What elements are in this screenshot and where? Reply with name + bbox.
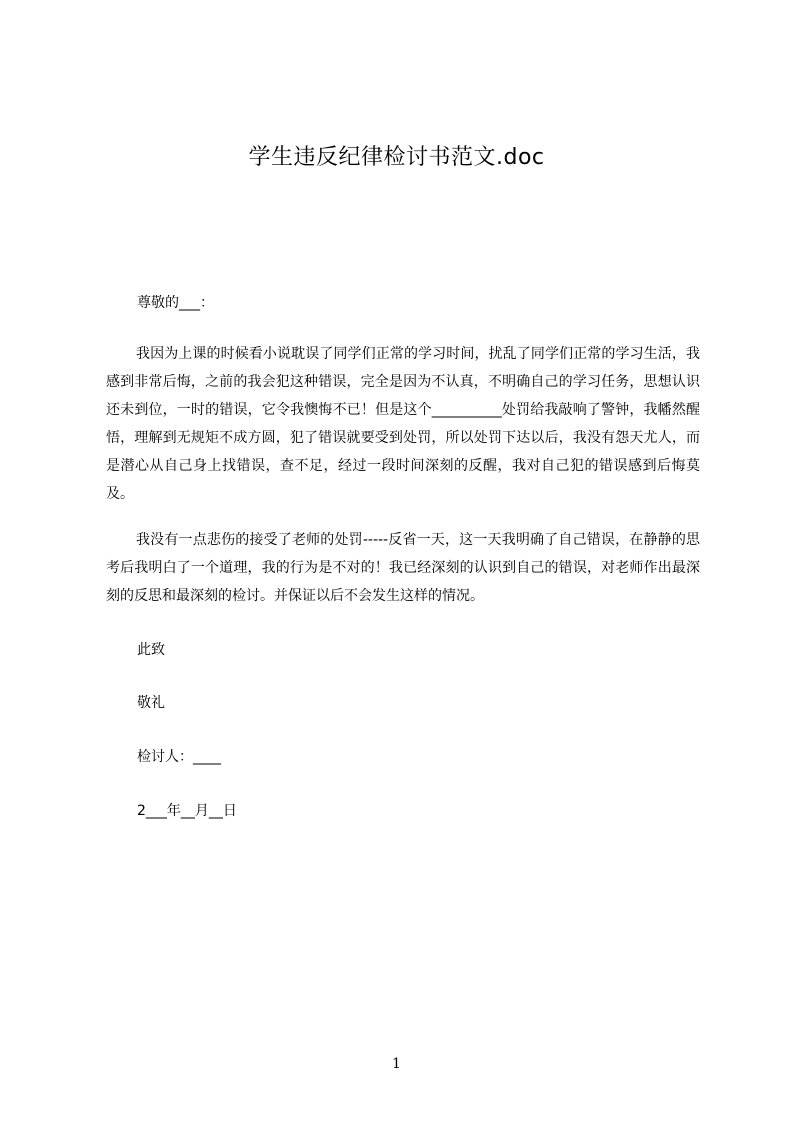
body-paragraph-2: 我没有一点悲伤的接受了老师的处罚-----反省一天，这一天我明确了自己错误，在静静的思考后我明白了一个道理，我的行为是不对的！我已经深刻的认识到自己的错误，对老师作出最深刻的反思和最深刻的检讨。并保证以后不会发生这样的情况。 xyxy=(106,532,700,604)
closing-salute-line: 敬礼 xyxy=(137,695,165,711)
page-number: 1 xyxy=(392,1056,401,1072)
signer-line: 检讨人：____ xyxy=(137,749,221,765)
salutation: 尊敬的___： xyxy=(137,295,214,311)
document-title: 学生违反纪律检讨书范文.doc xyxy=(248,145,545,170)
body-paragraph-1: 我因为上课的时候看小说耽误了同学们正常的学习时间，扰乱了同学们正常的学习生活，我感到非常后悔，之前的我会犯这种错误，完全是因为不认真，不明确自己的学习任务，思想认识还未到位，一时的错误，它令我懊悔不已！但是这个__________处罚给我敲响了警钟，我幡然醒悟，理解到无规矩不成方圆，犯了错误就要受到处罚，所以处罚下达以后，我没有怨天尤人，而是潜心从自己身上找错误，查不足，经过一段时间深刻的反醒，我对自己犯的错误感到后悔莫及。 xyxy=(106,346,700,502)
closing-respect-line: 此致 xyxy=(137,642,165,658)
date-line: 2___年__月__日 xyxy=(137,803,237,819)
